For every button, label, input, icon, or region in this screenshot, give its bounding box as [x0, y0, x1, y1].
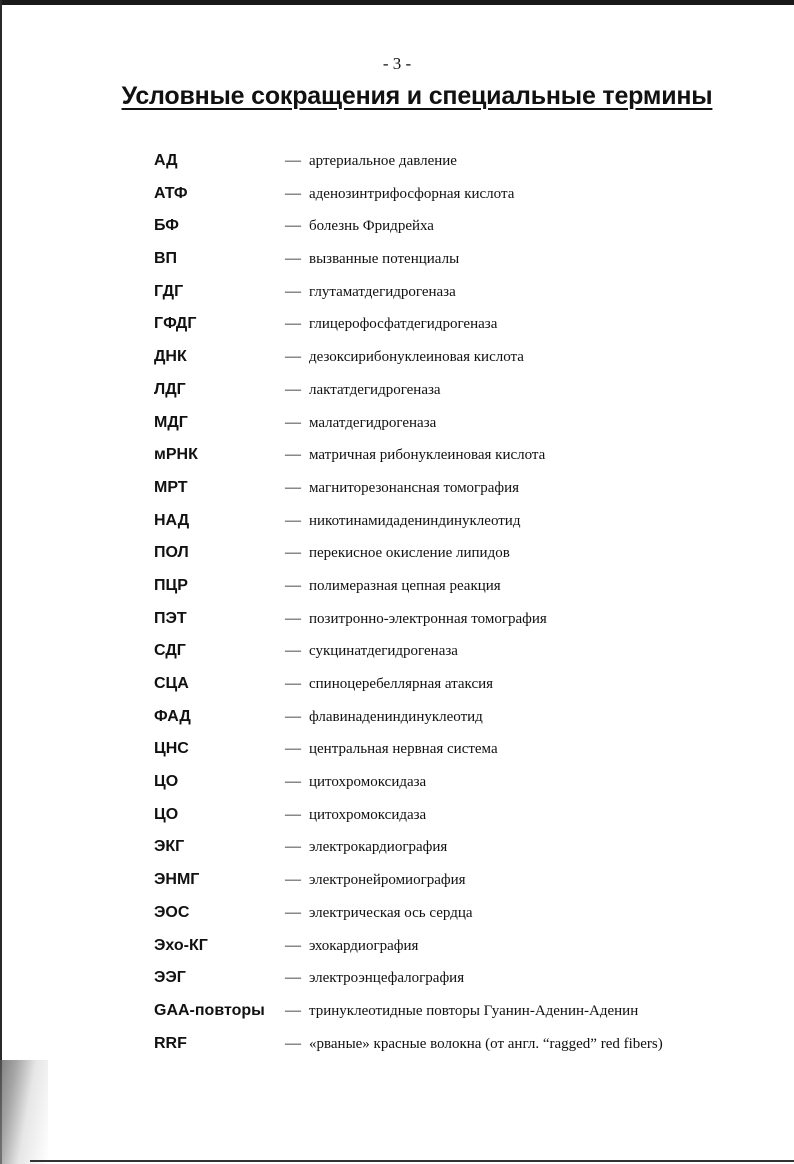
- abbreviation-term: ЭКГ: [154, 838, 185, 856]
- abbreviation-term: ГДГ: [154, 282, 184, 300]
- abbreviation-dash: —: [285, 413, 301, 431]
- scan-bottom-border: [30, 1160, 794, 1162]
- abbreviation-dash: —: [285, 217, 301, 235]
- abbreviation-row: [154, 868, 754, 901]
- abbreviation-definition: центральная нервная система: [309, 741, 498, 758]
- abbreviation-row: [154, 574, 754, 607]
- abbreviation-row: [154, 803, 754, 836]
- abbreviation-term: ФАД: [154, 707, 191, 725]
- abbreviation-term: БФ: [154, 217, 179, 235]
- abbreviation-dash: —: [285, 184, 301, 202]
- abbreviation-dash: —: [285, 1001, 301, 1019]
- abbreviation-dash: —: [285, 478, 301, 496]
- abbreviation-dash: —: [285, 707, 301, 725]
- abbreviation-definition: магниторезонансная томография: [309, 479, 520, 496]
- abbreviation-dash: —: [285, 740, 301, 758]
- abbreviation-term: МРТ: [154, 478, 188, 496]
- abbreviation-row: [154, 934, 754, 967]
- abbreviation-definition: болезнь Фридрейха: [309, 218, 434, 235]
- scan-smudge: [0, 1060, 48, 1164]
- abbreviation-definition: электрическая ось сердца: [309, 904, 473, 921]
- abbreviation-term: GAA-повторы: [154, 1001, 265, 1019]
- abbreviation-row: [154, 770, 754, 803]
- abbreviation-term: ЦНС: [154, 740, 189, 758]
- abbreviation-term: ЭЭГ: [154, 969, 186, 987]
- abbreviation-dash: —: [285, 805, 301, 823]
- abbreviation-dash: —: [285, 152, 301, 169]
- abbreviation-definition: матричная рибонуклеиновая кислота: [309, 447, 546, 464]
- abbreviation-term: ЦО: [154, 773, 179, 791]
- abbreviation-row: [154, 247, 754, 280]
- abbreviation-definition: электронейромиография: [309, 872, 466, 889]
- abbreviation-term: ЦО: [154, 805, 179, 823]
- abbreviation-definition: электрокардиография: [309, 839, 448, 856]
- abbreviation-definition: никотинамидадениндинуклеотид: [309, 512, 521, 529]
- abbreviation-definition: аденозинтрифосфорная кислота: [309, 185, 515, 202]
- abbreviation-dash: —: [285, 511, 301, 529]
- abbreviation-definition: лактатдегидрогеназа: [309, 381, 441, 398]
- abbreviation-definition: цитохромоксидаза: [309, 806, 427, 823]
- abbreviation-dash: —: [285, 315, 301, 333]
- abbreviation-row: [154, 705, 754, 738]
- abbreviation-term: RRF: [154, 1034, 187, 1052]
- abbreviation-term: ПОЛ: [154, 544, 189, 562]
- abbreviation-dash: —: [285, 838, 301, 856]
- abbreviation-definition: дезоксирибонуклеиновая кислота: [309, 349, 524, 366]
- abbreviation-row: [154, 901, 754, 934]
- abbreviation-term: ДНК: [154, 348, 187, 366]
- abbreviation-row: [154, 280, 754, 313]
- abbreviation-term: СЦА: [154, 675, 189, 692]
- abbreviation-dash: —: [285, 936, 301, 954]
- abbreviation-row: [154, 541, 754, 574]
- abbreviation-definition: тринуклеотидные повторы Гуанин-Аденин-Аденин: [309, 1002, 639, 1019]
- page-number: - 3 -: [382, 54, 412, 73]
- abbreviation-definition: эхокардиография: [309, 937, 419, 954]
- abbreviation-dash: —: [285, 1034, 301, 1052]
- abbreviation-dash: —: [285, 348, 301, 366]
- abbreviation-dash: —: [285, 773, 301, 791]
- abbreviation-term: ЭОС: [154, 903, 190, 921]
- abbreviation-term: ЛДГ: [154, 380, 186, 398]
- abbreviation-dash: —: [285, 250, 301, 268]
- abbreviation-dash: —: [285, 642, 301, 660]
- abbreviation-list: [154, 149, 754, 1064]
- abbreviation-row: [154, 476, 754, 509]
- abbreviation-definition: полимеразная цепная реакция: [309, 577, 501, 594]
- abbreviation-term: ГФДГ: [154, 315, 197, 333]
- abbreviation-row: [154, 378, 754, 411]
- abbreviation-term: ВП: [154, 250, 178, 268]
- abbreviation-definition: малатдегидрогеназа: [309, 414, 437, 431]
- abbreviation-row: [154, 345, 754, 378]
- abbreviation-definition: цитохромоксидаза: [309, 774, 427, 791]
- abbreviation-definition: артериальное давление: [309, 153, 457, 169]
- abbreviation-term: АТФ: [154, 184, 188, 202]
- abbreviation-definition: глицерофосфатдегидрогеназа: [309, 316, 498, 333]
- abbreviation-definition: перекисное окисление липидов: [309, 545, 510, 562]
- abbreviation-definition: сукцинатдегидрогеназа: [309, 643, 458, 660]
- abbreviation-row: [154, 182, 754, 215]
- abbreviation-row: [154, 411, 754, 444]
- abbreviation-row: [154, 835, 754, 868]
- abbreviation-dash: —: [285, 446, 301, 464]
- abbreviation-row: [154, 149, 754, 182]
- abbreviation-dash: —: [285, 576, 301, 594]
- abbreviation-dash: —: [285, 282, 301, 300]
- abbreviation-row: [154, 443, 754, 476]
- abbreviation-definition: электроэнцефалография: [309, 970, 465, 987]
- abbreviation-dash: —: [285, 675, 301, 692]
- abbreviation-row: [154, 312, 754, 345]
- abbreviation-term: ПЭТ: [154, 609, 187, 627]
- abbreviation-row: [154, 1032, 754, 1065]
- abbreviation-definition: спиноцеребеллярная атаксия: [309, 676, 494, 692]
- abbreviation-row: [154, 999, 754, 1032]
- abbreviation-term: МДГ: [154, 413, 188, 431]
- abbreviation-dash: —: [285, 903, 301, 921]
- abbreviation-dash: —: [285, 969, 301, 987]
- abbreviation-term: НАД: [154, 511, 190, 529]
- abbreviation-row: [154, 214, 754, 247]
- abbreviation-definition: флавинадениндинуклеотид: [309, 708, 483, 725]
- abbreviation-row: [154, 966, 754, 999]
- page-title: Условные сокращения и специальные термины: [121, 82, 713, 110]
- abbreviation-row: [154, 737, 754, 770]
- abbreviation-dash: —: [285, 871, 301, 889]
- abbreviation-row: [154, 672, 754, 705]
- abbreviation-row: [154, 607, 754, 640]
- abbreviation-term: Эхо-КГ: [154, 936, 208, 954]
- abbreviation-definition: позитронно-электронная томография: [309, 610, 547, 627]
- abbreviation-term: ПЦР: [154, 576, 188, 594]
- abbreviation-term: АД: [154, 152, 178, 169]
- abbreviation-term: ЭНМГ: [154, 871, 200, 889]
- abbreviation-term: мРНК: [154, 446, 198, 464]
- scan-top-border: [0, 0, 794, 5]
- abbreviation-row: [154, 509, 754, 542]
- scan-left-border: [0, 0, 2, 1164]
- abbreviation-dash: —: [285, 380, 301, 398]
- abbreviation-term: СДГ: [154, 642, 186, 660]
- abbreviation-dash: —: [285, 544, 301, 562]
- abbreviation-definition: «рваные» красные волокна (от англ. “ragged” red fibers): [309, 1035, 663, 1052]
- abbreviation-row: [154, 639, 754, 672]
- abbreviation-definition: глутаматдегидрогеназа: [309, 283, 456, 300]
- abbreviation-definition: вызванные потенциалы: [309, 251, 460, 268]
- abbreviation-dash: —: [285, 609, 301, 627]
